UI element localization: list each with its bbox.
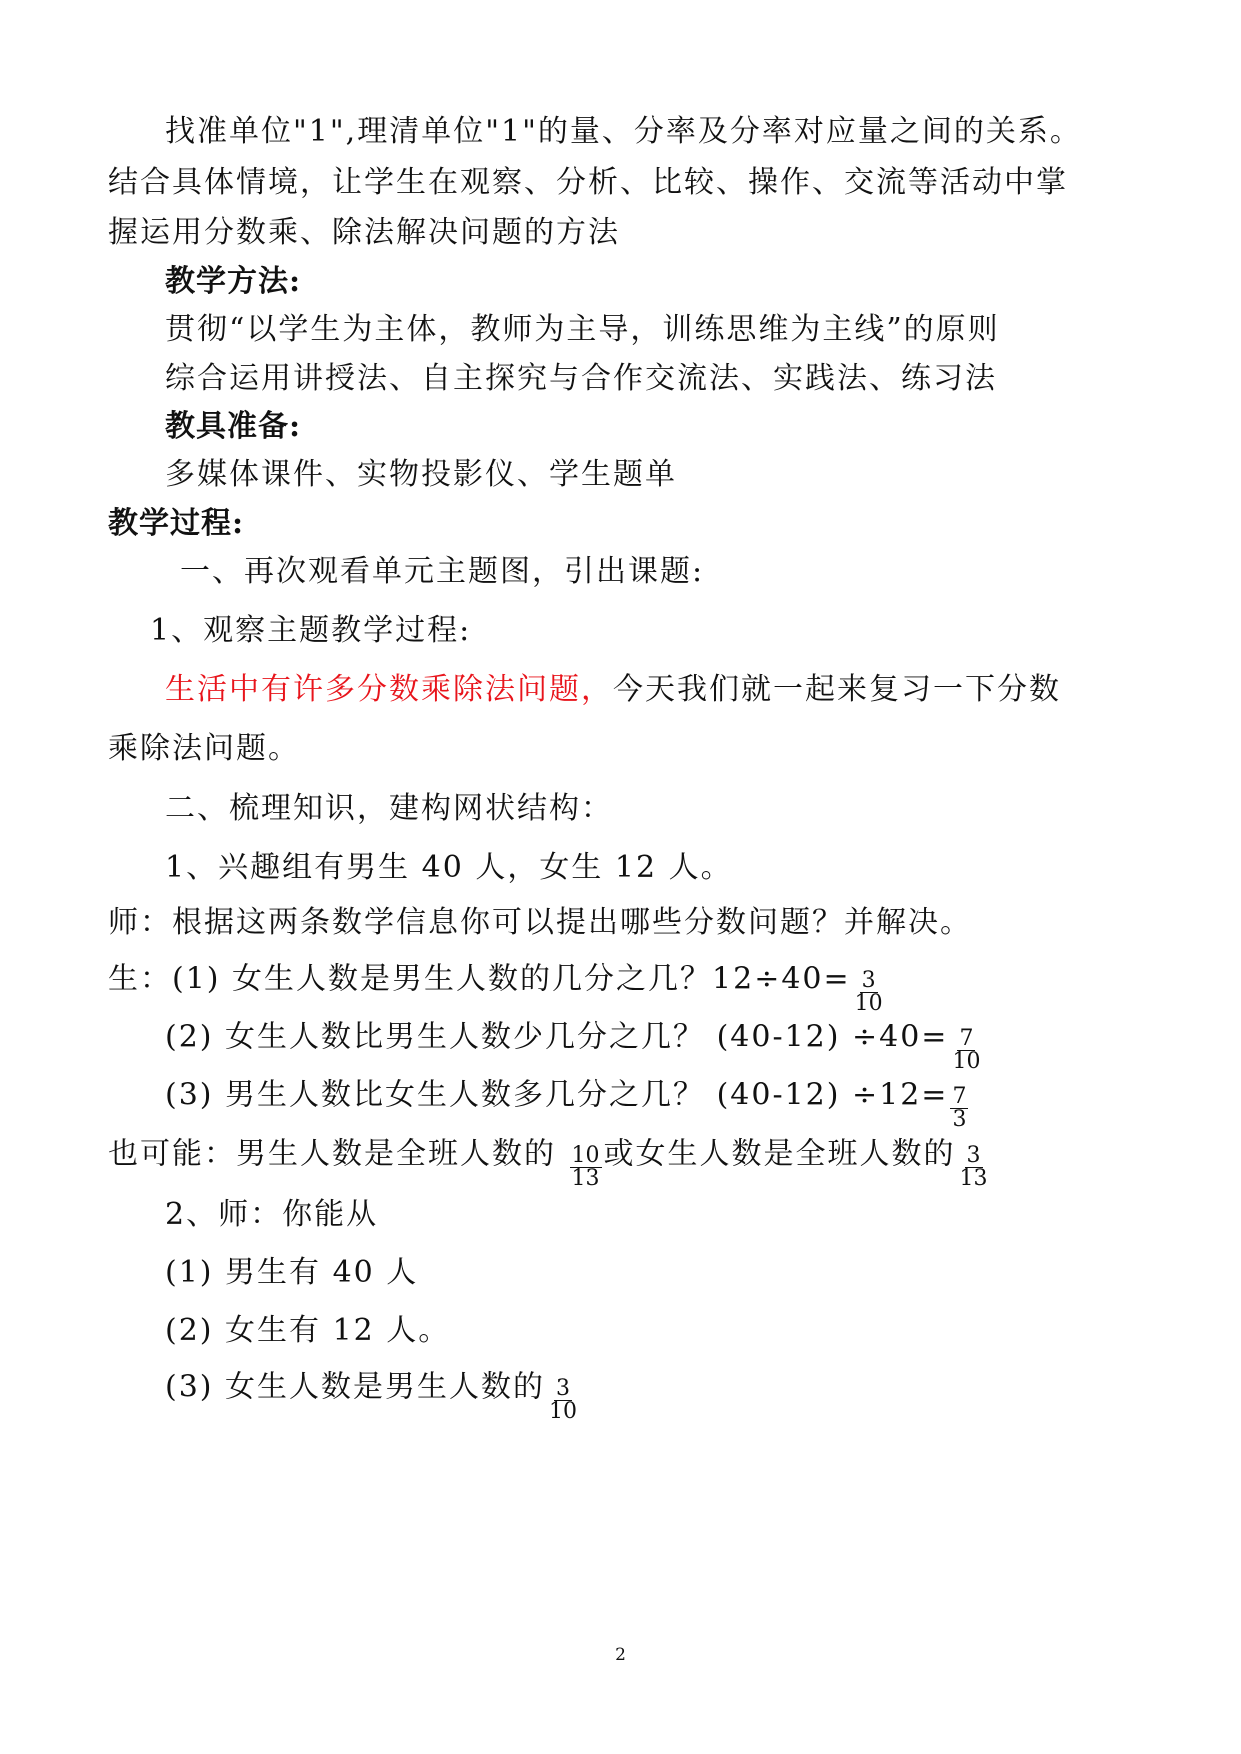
text-line: 结合具体情境，让学生在观察、分析、比较、操作、交流等活动中掌 (108, 165, 1068, 200)
fraction (950, 1028, 982, 1073)
answer-line (108, 1133, 992, 1191)
text-line: 二、梳理知识，建构网状结构： (165, 791, 613, 826)
text-line: (1) 男生有 40 人 (165, 1255, 419, 1290)
numerator: 3 (966, 1143, 981, 1168)
fraction (853, 970, 885, 1015)
text-span: 生：(1) 女生人数是男生人数的几分之几？12÷40= (108, 961, 851, 997)
numerator: 3 (861, 968, 876, 993)
text-line: 多媒体课件、实物投影仪、学生题单 (165, 457, 677, 492)
text-line: 乘除法问题。 (108, 731, 300, 766)
text-span: 也可能：男生人数是全班人数的 (108, 1136, 568, 1172)
text-line: 找准单位"1",理清单位"1"的量、分率及分率对应量之间的关系。 (165, 114, 1082, 149)
text-line: 2、师：你能从 (165, 1197, 379, 1232)
text-line: 1、兴趣组有男生 40 人，女生 12 人。 (165, 850, 733, 885)
numerator: 10 (571, 1143, 600, 1168)
text-line: (2) 女生有 12 人。 (165, 1313, 451, 1348)
fraction (570, 1145, 602, 1190)
fraction (950, 1086, 968, 1131)
text-line: 师：根据这两条数学信息你可以提出哪些分数问题？并解决。 (108, 905, 972, 940)
answer-line (165, 1366, 581, 1424)
text-line: 贯彻“以学生为主体，教师为主导，训练思维为主线”的原则 (165, 312, 1000, 347)
answer-line (165, 1016, 984, 1074)
text-span: 今天我们就一起来复习一下分数 (613, 672, 1061, 707)
text-span: (2) 女生人数比男生人数少几分之几？ (40-12) ÷40= (165, 1019, 949, 1055)
numerator: 7 (952, 1084, 967, 1109)
page-number: 2 (615, 1645, 626, 1665)
fraction (958, 1145, 990, 1190)
answer-line (165, 1074, 970, 1132)
section-heading: 教学过程: (108, 506, 245, 541)
numerator: 3 (556, 1376, 571, 1401)
text-line: 综合运用讲授法、自主探究与合作交流法、实践法、练习法 (165, 361, 997, 396)
text-line: 一、再次观看单元主题图，引出课题: (180, 554, 705, 589)
highlight-text: 生活中有许多分数乘除法问题， (165, 672, 613, 707)
paragraph-line (165, 670, 1061, 710)
denominator: 10 (854, 991, 883, 1016)
numerator: 7 (959, 1026, 974, 1051)
section-heading: 教具准备: (165, 409, 302, 444)
denominator: 13 (959, 1166, 988, 1191)
text-span: (3) 男生人数比女生人数多几分之几？ (40-12) ÷12= (165, 1077, 949, 1113)
denominator: 10 (549, 1399, 578, 1424)
text-span: (3) 女生人数是男生人数的 (165, 1369, 546, 1405)
answer-line (108, 958, 887, 1016)
text-line: 1、观察主题教学过程: (150, 613, 472, 648)
denominator: 3 (952, 1107, 967, 1132)
fraction (547, 1378, 579, 1423)
section-heading: 教学方法: (165, 264, 302, 299)
text-line: 握运用分数乘、除法解决问题的方法 (108, 215, 620, 250)
text-span: 或女生人数是全班人数的 (603, 1136, 956, 1172)
denominator: 13 (571, 1166, 600, 1191)
denominator: 10 (952, 1049, 981, 1074)
